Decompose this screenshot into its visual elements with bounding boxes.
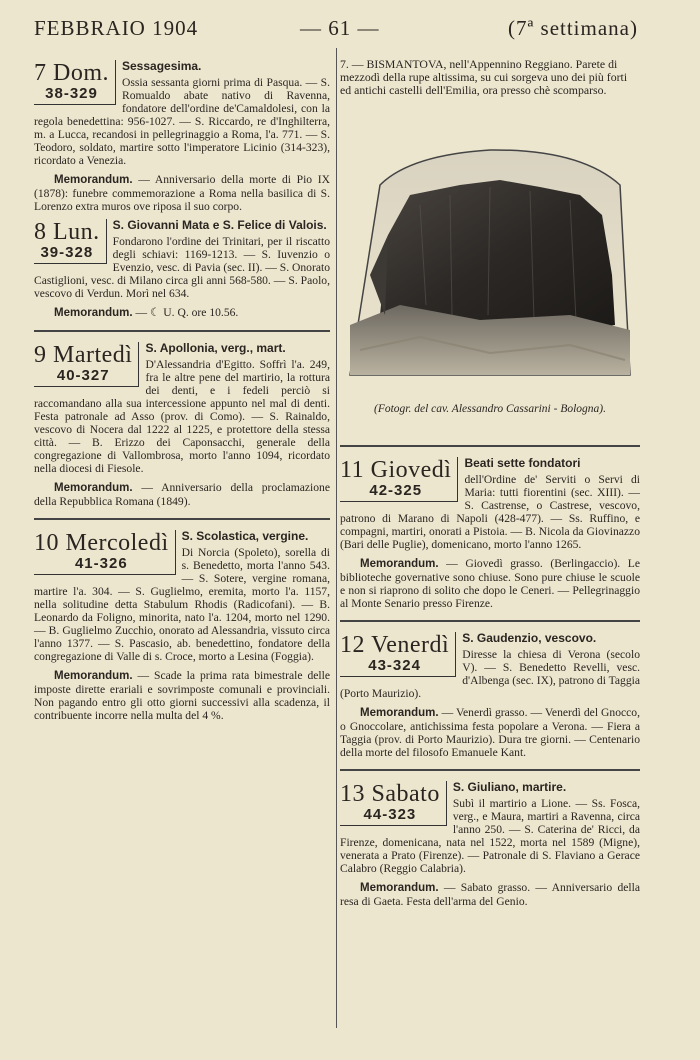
- date-box: [340, 781, 447, 826]
- day-number: 44-323: [363, 806, 417, 823]
- day-number: 43-324: [368, 657, 421, 674]
- entry-text: Diresse la chiesa di Verona (secolo V). — S. Benedetto Revelli, vesc. d'Albenga (sec. IX), patrono di Taggia (Porto Maurizio).: [340, 648, 641, 700]
- day-label: 12 Venerdì: [340, 632, 450, 658]
- memorandum: [340, 557, 640, 610]
- day-label: 10 Mercoledì: [34, 530, 169, 556]
- memo-text: — ☾ U. Q. ore 10.56.: [135, 306, 239, 319]
- photo-caption: (Fotogr. del cav. Alessandro Cassarini - Bologna).: [373, 403, 606, 415]
- page-header: [0, 12, 700, 46]
- memo-label: Memorandum.: [360, 558, 439, 570]
- day-label: 9 Martedì: [34, 342, 133, 368]
- day-entry: [34, 60, 330, 213]
- memorandum: [34, 669, 330, 722]
- header-page-number: — 61 —: [300, 16, 380, 40]
- memo-text: — Venerdì grasso. — Venerdì del Gnocco, o Gnoccolare, antichissima festa popolare a Verona. — Fiera a Taggia (prov. di Porto Maurizio). Dura tre giorni. — Centenario della morte del filosofo Emanuele Kant.: [340, 706, 640, 759]
- entry-divider: [34, 330, 330, 332]
- date-box: [34, 530, 176, 575]
- saint-name: S. Giuliano, martire.: [452, 780, 567, 794]
- saint-name: S. Scolastica, vergine.: [181, 529, 309, 543]
- day-entry: [340, 781, 640, 908]
- entry-text: dell'Ordine de' Serviti o Servi di Maria: tutti fiorentini (sec. XIII). — S. Castrense, o Castrese, vescovo, patrono di Marano di Napoli (428-477). — Ss. Ruffino, e compagni, martiri, onorati a Pistoia. — B. Nicola da Giovinazzo (Bari delle Puglie), domenicano, morto l'anno 1265.: [340, 473, 640, 551]
- header-week: (7ª settimana): [507, 16, 638, 40]
- day-label: 11 Giovedì: [340, 457, 452, 483]
- day-number: 41-326: [74, 555, 128, 572]
- entry-text: Di Norcia (Spoleto), sorella di s. Benedetto, morta l'anno 543. — S. Sotere, vergine romana, martire l'a. 304. — S. Guglielmo, eremita, morto l'a. 1157, nella solitudine detta Stabulum Rhodis (Radicofani). — B. Leonardo da Foligno, minorita, nato l'a. 1204, morto nel 1290. — B. Guglielmo Zucchio, onorato ad Alessandria, vissuto circa l'anno 1377. — S. Pascasio, ab. benedettino, fondatore della congregazione di Valle di s. Croce, morto a Lesina (Foggia).: [34, 546, 330, 663]
- day-number: 39-328: [40, 244, 94, 261]
- date-box: [340, 457, 458, 502]
- memo-label: Memorandum.: [54, 482, 133, 494]
- date-box: [34, 219, 107, 264]
- saint-name: S. Gaudenzio, vescovo.: [462, 631, 597, 645]
- memorandum: [34, 173, 330, 213]
- memo-text: — Giovedì grasso. (Berlingaccio). Le biblioteche governative sono chiuse. Sono pure chiuse le scuole e non si riaprono di solito che dopo le Ceneri. — Pellegrinaggio al Monte Senario presso Firenze.: [340, 557, 640, 610]
- rock-photo-illustration: [340, 125, 640, 395]
- saint-name: S. Apollonia, verg., mart.: [145, 341, 286, 355]
- day-entry: [34, 530, 330, 722]
- saint-name: Sessagesima.: [122, 59, 202, 73]
- day-label: 13 Sabato: [340, 781, 440, 807]
- memorandum: [34, 481, 330, 508]
- column-divider: [336, 48, 337, 1028]
- entry-divider: [340, 620, 640, 622]
- date-box: [340, 632, 456, 677]
- day-number: 38-329: [45, 85, 98, 102]
- day-entry: [340, 457, 640, 610]
- memo-text: — Scade la prima rata bimestrale delle imposte dirette erariali e sovrimposte comunali e provinciali. Non pagando entro gli otto giorni successivi alla scadenza, il contribuente incorre nella multa del 4 %.: [34, 669, 330, 722]
- memorandum: [34, 306, 330, 320]
- saint-name: Beati sette fondatori: [464, 456, 581, 470]
- memo-label: Memorandum.: [54, 670, 133, 682]
- memo-text: — Sabato grasso. — Anniversario della resa di Gaeta. Festa dell'arma del Genio.: [340, 881, 640, 908]
- figure-description: 7. — BISMANTOVA, nell'Appennino Reggiano. Parete di mezzodì della rupe altissima, su cui sorgeva uno dei più forti ed antichi castelli dell'Emilia, ora presso chè scomparso.: [340, 57, 628, 97]
- entry-divider: [34, 518, 330, 520]
- memorandum: [340, 881, 640, 908]
- date-box: [34, 60, 116, 105]
- day-label: 8 Lun.: [34, 219, 100, 245]
- memo-label: Memorandum.: [54, 174, 133, 186]
- entry-text: Subì il martirio a Lione. — Ss. Fosca, verg., e Maura, martiri a Ravenna, circa l'anno 250. — S. Caterina de' Ricci, da Firenze, domenicana, nata nel 1522, morta nel 1589 (Migne), venerata a Prato (Firenze). — Patronale di S. Flaviano a Gerace Calabro (Reggio Calabria).: [340, 797, 640, 875]
- photo-plate: [340, 105, 640, 445]
- right-column: [340, 58, 640, 908]
- memo-label: Memorandum.: [360, 882, 439, 894]
- memo-text: — Anniversario della morte di Pio IX (1878): funebre commemorazione a Roma nella basilica di S. Lorenzo extra muros ove riposa il suo corpo.: [34, 173, 330, 213]
- memo-label: Memorandum.: [360, 707, 439, 719]
- entry-text: Ossia sessanta giorni prima di Pasqua. — S. Romualdo abate nativo di Ravenna, fondatore dell'ordine de'Camaldolesi, con la regola benedettina: 956-1027. — S. Riccardo, re d'Inghilterra, m. a Lucca, recandosi in pellegrinaggio a Roma, l'a. 771. — S. Teodoro, soldato, martire sotto l'imperatore Licinio (314-323), ricordato a Venezia.: [34, 76, 330, 167]
- saint-name: S. Giovanni Mata e S. Felice di Valois.: [112, 218, 327, 232]
- memo-label: Memorandum.: [54, 307, 133, 319]
- entry-divider: [340, 769, 640, 771]
- left-column: [34, 58, 330, 722]
- memorandum: [340, 706, 640, 759]
- day-entry: [34, 219, 330, 320]
- entry-text: D'Alessandria d'Egitto. Soffrì l'a. 249, fra le altre pene del martirio, la rottura dei denti, e i fedeli perciò si raccomandano alla sua intercessione appunto nel mal di denti. Festa patronale ad Asso (prov. di Como). — S. Rainaldo, vescovo di Nocera dal 1222 al 1225, e protettore della stessa città. — B. Erizzo dei Caponsacchi, generale della congregazione di Vallombrosa, morto l'anno 1094, ricordato nella diocesi di Fiesole.: [34, 358, 330, 475]
- day-number: 40-327: [56, 367, 110, 384]
- memo-text: — Anniversario della proclamazione della Repubblica Romana (1849).: [34, 481, 330, 508]
- entry-divider: [340, 445, 640, 447]
- header-month: FEBBRAIO 1904: [34, 16, 199, 40]
- day-entry: [340, 632, 640, 759]
- day-number: 42-325: [369, 482, 423, 499]
- day-label: 7 Dom.: [34, 60, 109, 86]
- entry-text: Fondarono l'ordine dei Trinitari, per il riscatto degli schiavi: 1169-1213. — S. Iuvenzio o Evenzio, vesc. di Pavia (sec. II). — S. Onorato Castiglioni, vesc. di Milano circa gli anni 568-580. — S. Paolo, vescovo di Verdun. Morì nel 634.: [34, 235, 330, 300]
- date-box: [34, 342, 139, 387]
- day-entry: [34, 342, 330, 508]
